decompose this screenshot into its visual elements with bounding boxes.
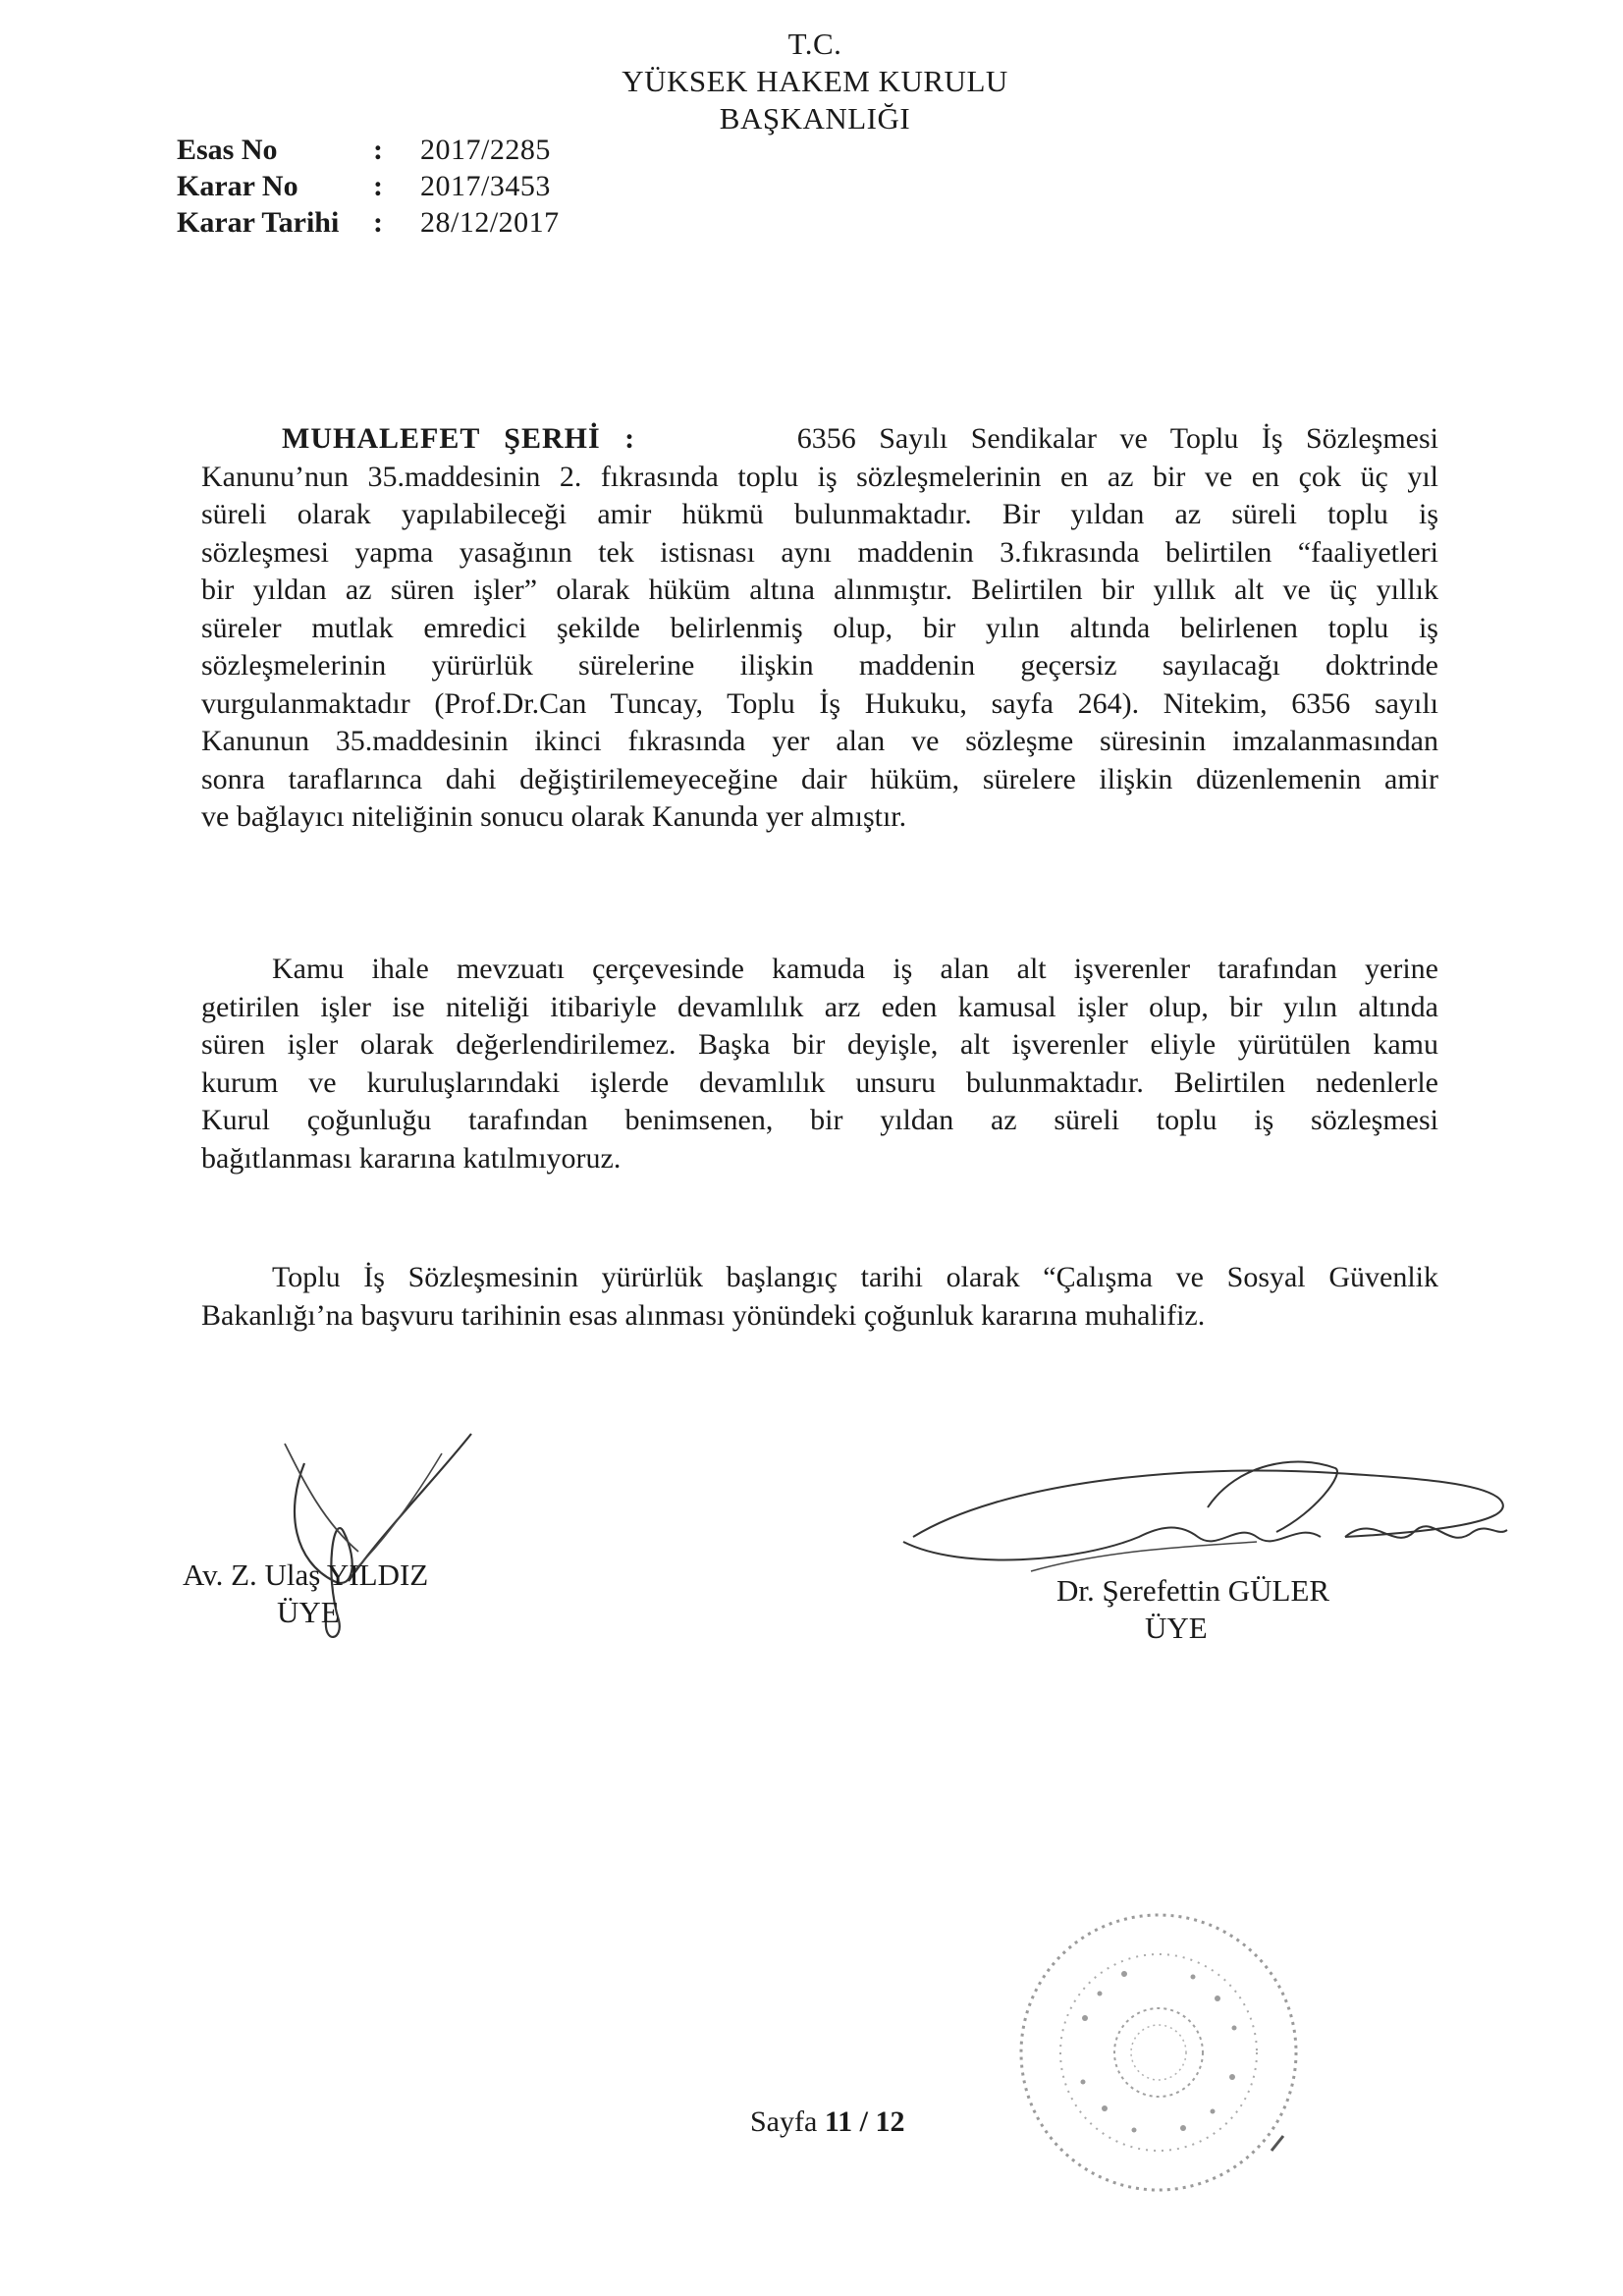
decision-number-label: Karar No <box>177 170 298 202</box>
left-signatory-name: Av. Z. Ulaş YILDIZ <box>183 1558 429 1592</box>
decision-number-row: Karar No : 2017/3453 <box>177 170 551 202</box>
case-number-label: Esas No <box>177 134 278 166</box>
left-signatory-title: ÜYE <box>277 1595 340 1629</box>
case-info <box>177 132 560 241</box>
paragraph-dissent-opinion: MUHALEFET ŞERHİ : 6356 Sayılı Sendikalar ve Toplu İş Sözleşmesi Kanunu’nun 35.maddesinin 2. fıkrasında toplu iş sözleşmelerinin en az bir ve en çok üç yıl süreli olarak yapılabileceği amir hükmü bulunmaktadır. Bir yıldan az süreli toplu iş sözleşmesi yapma yasağının tek istisnası aynı maddenin 3.fıkrasında belirtilen “faaliyetleri bir yıldan az süren işler” olarak hüküm altına alınmıştır. Belirtilen bir yıllık alt ve üç yıllık süreler mutlak emredici şekilde belirlenmiş olup, bir yılın altında belirlenen toplu iş sözleşmelerinin yürürlük sürelerine ilişkin maddenin geçersiz sayılacağı doktrinde vurgulanmaktadır (Prof.Dr.Can Tuncay, Toplu İş Hukuku, sayfa 264). Nitekim, 6356 sayılı Kanunun 35.maddesinin ikinci fıkrasında yer alan ve sözleşme süresinin imzalanmasından sonra taraflarınca dahi değiştirilemeyeceğine dair hüküm, sürelere ilişkin düzenlemenin amir ve bağlayıcı niteliğinin sonucu olarak Kanunda yer almıştır. <box>201 422 1438 833</box>
decision-number-value: 2017/3453 <box>420 170 551 202</box>
case-number-row: Esas No : 2017/2285 <box>177 134 551 166</box>
right-signatory-title: ÜYE <box>1145 1611 1208 1645</box>
header-department: BAŞKANLIĞI <box>719 101 911 136</box>
header-country: T.C. <box>787 27 842 61</box>
header-institution: YÜKSEK HAKEM KURULU <box>622 64 1008 98</box>
case-number-value: 2017/2285 <box>420 134 551 166</box>
dissent-heading: MUHALEFET ŞERHİ : <box>282 422 636 455</box>
right-signatory-name: Dr. Şerefettin GÜLER <box>1056 1573 1330 1608</box>
document-header <box>550 26 1080 137</box>
decision-date-row: Karar Tarihi : 28/12/2017 <box>177 206 560 239</box>
decision-date-label: Karar Tarihi <box>177 206 340 239</box>
paragraph-effective-date: Toplu İş Sözleşmesinin yürürlük başlangıç tarihi olarak “Çalışma ve Sosyal Güvenlik Bakanlığı’na başvuru tarihinin esas alınması yönündeki çoğunluk kararına muhalifiz. <box>201 1261 1438 1332</box>
official-seal-stamp <box>1006 1900 1311 2205</box>
paragraph-public-procurement: Kamu ihale mevzuatı çerçevesinde kamuda iş alan alt işverenler tarafından yerine getirilen işler ise niteliği itibariyle devamlılık arz eden kamusal işler olup, bir yılın altında süren işler olarak değerlendirilemez. Başka bir deyişle, alt işverenler eliyle yürütülen kamu kurum ve kuruluşlarındaki işlerde devamlılık unsuru bulunmaktadır. Belirtilen nedenlerle Kurul çoğunluğu tarafından benimsenen, bir yıldan az süreli toplu iş sözleşmesi bağıtlanması kararına katılmıyoruz. <box>201 953 1438 1175</box>
page-number: Sayfa 11 / 12 <box>750 2105 905 2138</box>
decision-date-value: 28/12/2017 <box>420 206 560 239</box>
